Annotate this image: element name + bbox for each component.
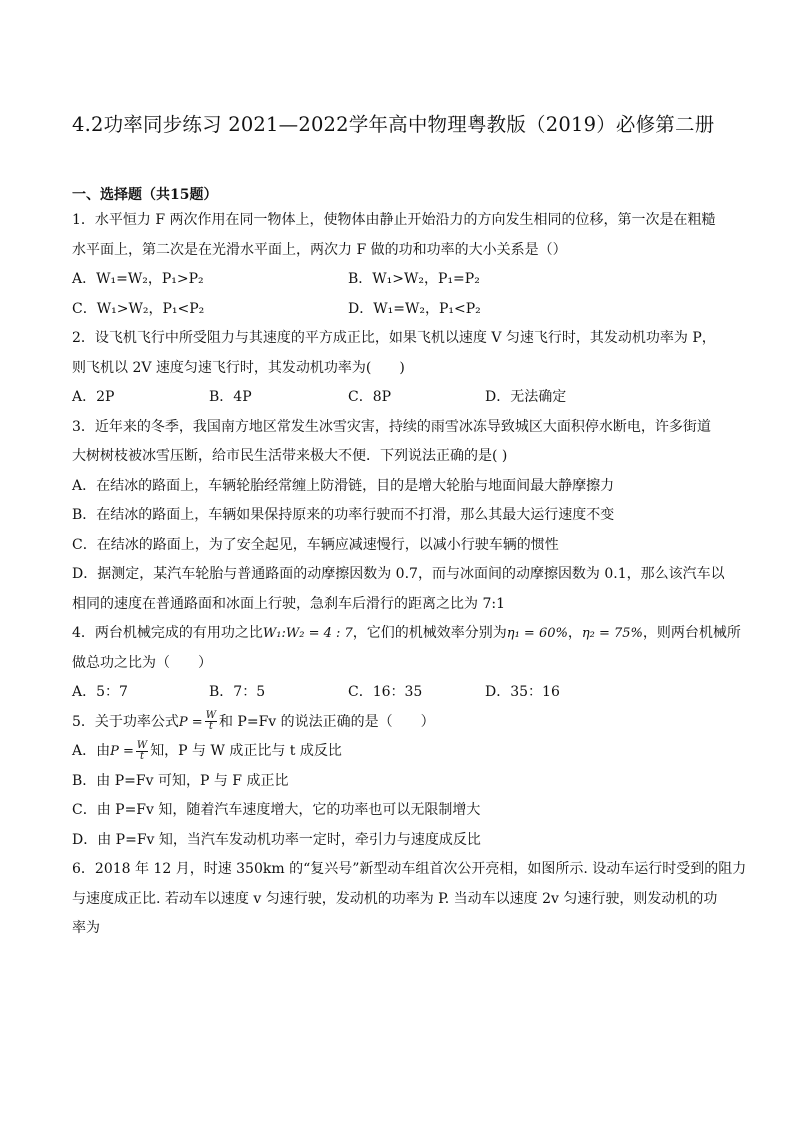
q1-option-b: B．W₁>W₂，P₁=P₂ (348, 271, 480, 287)
q5-frac-den: t (208, 721, 213, 732)
q5-option-b: B．由 P=Fv 可知，P 与 F 成正比 (72, 772, 289, 789)
q2-options (72, 383, 732, 413)
q1-option-c: C．W₁>W₂，P₁<P₂ (72, 300, 205, 317)
q3-stem-line1: 3．近年来的冬季，我国南方地区常发生冰雪灾害，持续的雨雪冰冻导致城区大面积停水断电，许多街道 (72, 418, 711, 435)
q5-a-post: 知，P 与 W 成正比与 t 成反比 (150, 743, 342, 759)
q1-option-a: A．W₁=W₂，P₁>P₂ (72, 271, 204, 287)
page-title: 4.2功率同步练习 2021—2022学年高中物理粤教版（2019）必修第二册 (72, 113, 715, 136)
q4-stem-line1: 4．两台机械完成的有用功之比W₁:W₂ = 4 : 7，它们的机械效率分别为η₁ = 60%，η₂ = 75%，则两台机械所 (72, 625, 741, 641)
q5-frac-num: W (205, 710, 216, 721)
q4-eta2: η₂ = 75% (581, 626, 643, 641)
q2-option-d: D．无法确定 (485, 389, 567, 405)
q4-options (72, 678, 732, 708)
q5-fraction (205, 711, 217, 732)
q2-option-b: B．4P (209, 389, 252, 405)
q1-stem-line2: 水平面上，第二次是在光滑水平面上，两次力 F 做的功和功率的大小关系是（） (72, 241, 567, 258)
q6-stem-line2: 与速度成正比. 若动车以速度 v 匀速行驶，发动机的功率为 P. 当动车以速度 2v 匀速行驶，则发动机的功 (72, 890, 718, 907)
q5-formula-lhs: P = (178, 714, 203, 730)
q5-a-frac-num: W (136, 739, 148, 751)
q4-text-mid: ，它们的机械效率分别为 (352, 625, 507, 641)
q6-stem-line1: 6．2018 年 12 月，时速 350km 的“复兴号”新型动车组首次公开亮相，如图所示. 设动车运行时受到的阻力 (72, 861, 747, 877)
question-list (72, 206, 747, 944)
q5-a-fraction (136, 741, 148, 762)
q1-options-row1 (72, 265, 732, 295)
q4-stem-line2: 做总功之比为（ ） (72, 654, 212, 671)
q4-text-pre: 4．两台机械完成的有用功之比 (72, 625, 263, 641)
q6-stem-line3: 率为 (72, 920, 100, 936)
q2-option-c: C．8P (348, 389, 392, 405)
q4-text-post: ，则两台机械所 (642, 625, 741, 641)
q1-stem-line1: 1．水平恒力 F 两次作用在同一物体上，使物体由静止开始沿力的方向发生相同的位移，第一次是在粗糙 (72, 212, 716, 228)
q4-eta1: η₁ = 60% (506, 626, 568, 641)
q3-option-c: C．在结冰的路面上，为了安全起见，车辆应减速慢行，以减小行驶车辆的惯性 (72, 536, 559, 553)
q5-text-post: 和 P=Fv 的说法正确的是（ ） (218, 713, 435, 730)
q3-option-a: A．在结冰的路面上，车辆轮胎经常缠上防滑链，目的是增大轮胎与地面间最大静摩擦力 (72, 477, 615, 494)
q5-option-c: C．由 P=Fv 知，随着汽车速度增大，它的功率也可以无限制增大 (72, 802, 481, 818)
section-heading: 一、选择题（共15题） (72, 187, 218, 203)
q2-option-a: A．2P (72, 389, 115, 405)
q4-option-d: D．35：16 (485, 684, 560, 700)
q3-option-d-line1: D．据测定，某汽车轮胎与普通路面的动摩擦因数为 0.7，而与冰面间的动摩擦因数为 0.1，那么该汽车以 (72, 566, 725, 582)
q5-option-d: D．由 P=Fv 知，当汽车发动机功率一定时，牵引力与速度成反比 (72, 831, 481, 848)
q2-stem-line2: 则飞机以 2V 速度匀速飞行时，其发动机功率为( ) (72, 359, 405, 376)
q5-text-pre: 5．关于功率公式 (72, 713, 179, 730)
q4-option-c: C．16：35 (348, 684, 423, 700)
q5-stem (72, 708, 732, 738)
q1-options-row2 (72, 295, 732, 325)
q5-option-a (72, 737, 732, 767)
q4-option-b: B．7：5 (209, 684, 266, 700)
q3-option-d-line2: 相同的速度在普通路面和冰面上行驶，急刹车后滑行的距离之比为 7:1 (72, 595, 505, 612)
q3-stem-line2: 大树树枝被冰雪压断，给市民生活带来极大不便．下列说法正确的是( ) (72, 448, 508, 464)
q3-option-b: B．在结冰的路面上，车辆如果保持原来的功率行驶而不打滑，那么其最大运行速度不变 (72, 507, 615, 523)
q1-option-d: D．W₁=W₂，P₁<P₂ (348, 300, 481, 317)
q4-work-ratio: W₁:W₂ = 4 : 7 (262, 626, 353, 641)
q2-stem-line1: 2．设飞机飞行中所受阻力与其速度的平方成正比，如果飞机以速度 V 匀速飞行时，其发动机功率为 P， (72, 330, 716, 346)
q5-a-formula-lhs: P = (110, 744, 134, 759)
q4-option-a: A．5：7 (72, 684, 128, 700)
q5-a-frac-den: t (140, 750, 145, 762)
q5-a-pre: A．由 (72, 743, 111, 759)
